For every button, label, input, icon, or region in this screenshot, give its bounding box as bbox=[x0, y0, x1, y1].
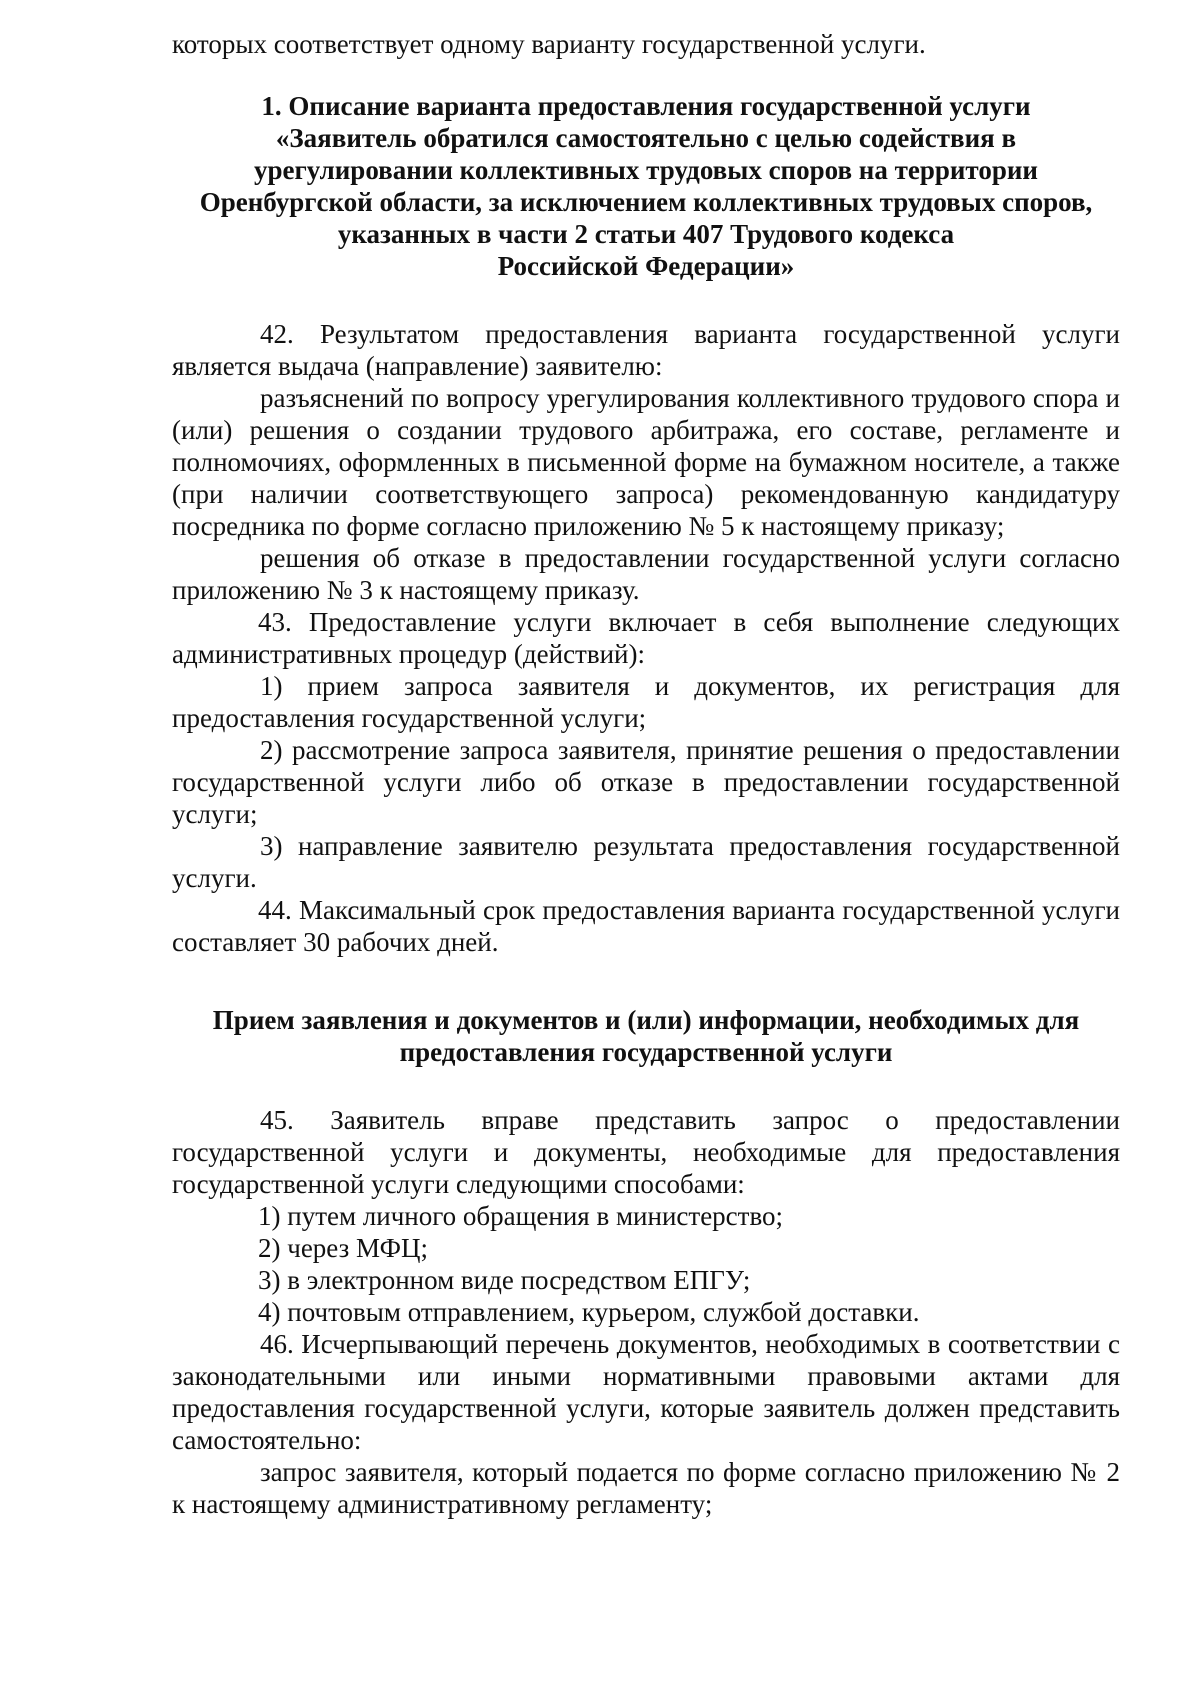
paragraph-43-item-1: 1) прием запроса заявителя и документов, их регистрация для предоставления государственной услуги; bbox=[172, 671, 1120, 733]
section1-body bbox=[172, 318, 1120, 958]
section-heading-application-reception bbox=[172, 1004, 1120, 1068]
heading-line: указанных в части 2 статьи 407 Трудового кодекса bbox=[337, 219, 955, 249]
paragraph-42-explanations: разъяснений по вопросу урегулирования коллективного трудового спора и (или) решения о создании трудового арбитража, его составе, регламенте и полномочиях, оформленных в письменной форме на бумажном носителе, а также (при наличии соответствующего запроса) рекомендованную кандидатуру посредника по форме согласно приложению № 5 к настоящему приказу; bbox=[172, 383, 1120, 541]
list-item: 3) в электронном виде посредством ЕПГУ; bbox=[258, 1265, 751, 1295]
heading-line: «Заявитель обратился самостоятельно с целью содействия в bbox=[275, 123, 1017, 153]
section-heading-variant-description bbox=[172, 90, 1120, 282]
heading-line: Прием заявления и документов и (или) информации, необходимых для bbox=[212, 1005, 1080, 1035]
paragraph-43-item-2: 2) рассмотрение запроса заявителя, принятие решения о предоставлении государственной услуги либо об отказе в предоставлении государственной услуги; bbox=[172, 735, 1120, 829]
heading-line: предоставления государственной услуги bbox=[399, 1037, 893, 1067]
continuation-line: которых соответствует одному варианту государственной услуги. bbox=[172, 29, 926, 59]
paragraph-46-request: запрос заявителя, который подается по форме согласно приложению № 2 к настоящему административному регламенту; bbox=[172, 1457, 1120, 1519]
heading-line: Оренбургской области, за исключением коллективных трудовых споров, bbox=[199, 187, 1093, 217]
list-item: 4) почтовым отправлением, курьером, службой доставки. bbox=[258, 1297, 920, 1327]
paragraph-44: 44. Максимальный срок предоставления варианта государственной услуги составляет 30 рабочих дней. bbox=[172, 895, 1120, 957]
paragraph-46: 46. Исчерпывающий перечень документов, необходимых в соответствии с законодательными или иными нормативными правовыми актами для предоставления государственной услуги, которые заявитель должен представить самостоятельно: bbox=[172, 1329, 1120, 1455]
list-item: 2) через МФЦ; bbox=[258, 1233, 429, 1263]
paragraph-45: 45. Заявитель вправе представить запрос о предоставлении государственной услуги и документы, необходимые для предоставления государственной услуги следующими способами: bbox=[172, 1105, 1120, 1199]
paragraph-43-item-3: 3) направление заявителю результата предоставления государственной услуги. bbox=[172, 831, 1120, 893]
heading-line: урегулировании коллективных трудовых споров на территории bbox=[254, 155, 1038, 185]
paragraph-43: 43. Предоставление услуги включает в себя выполнение следующих административных процедур (действий): bbox=[172, 607, 1120, 669]
list-item: 1) путем личного обращения в министерство; bbox=[258, 1201, 784, 1231]
document-body bbox=[172, 28, 1120, 1520]
paragraph-42: 42. Результатом предоставления варианта государственной услуги является выдача (направление) заявителю: bbox=[172, 319, 1120, 381]
section2-body bbox=[172, 1104, 1120, 1520]
heading-line: 1. Описание варианта предоставления государственной услуги bbox=[261, 91, 1031, 121]
heading-line: Российской Федерации» bbox=[497, 251, 795, 281]
paragraph-42-refusal: решения об отказе в предоставлении государственной услуги согласно приложению № 3 к настоящему приказу. bbox=[172, 543, 1120, 605]
